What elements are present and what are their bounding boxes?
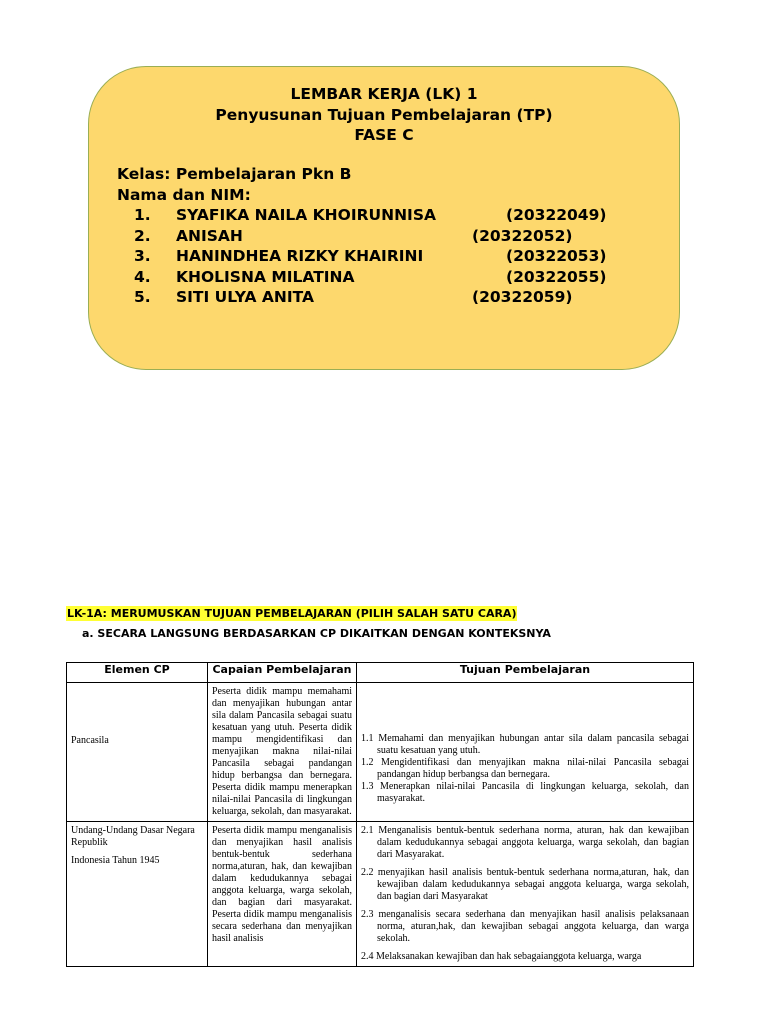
member-item (117, 246, 677, 267)
member-nim: (20322052) (472, 226, 573, 245)
table-header-row (67, 663, 694, 683)
elemen-cell (67, 822, 208, 967)
elemen-text-line2: Indonesia Tahun 1945 (71, 855, 160, 866)
elemen-cell (67, 683, 208, 822)
member-number: 2. (134, 226, 151, 245)
capaian-cell (208, 683, 357, 822)
table-row (67, 822, 694, 967)
member-number: 3. (134, 247, 151, 265)
member-name: SYAFIKA NAILA KHOIRUNNISA (176, 206, 436, 224)
title-block (89, 84, 679, 146)
worksheet-subtitle: Penyusunan Tujuan Pembelajaran (TP) (215, 105, 553, 124)
class-info (117, 164, 351, 205)
member-nim: (20322049) (506, 206, 607, 224)
tujuan-item: 1.3 Menerapkan nilai-nilai Pancasila di lingkungan keluarga, sekolah, dan masyarakat. (361, 781, 689, 804)
member-nim: (20322059) (472, 288, 573, 306)
member-number: 5. (134, 288, 151, 306)
member-nim: (20322053) (506, 247, 607, 265)
member-number: 4. (134, 267, 151, 286)
tujuan-cell (357, 683, 694, 822)
member-name: ANISAH (176, 226, 243, 245)
section-subheading: a. SECARA LANGSUNG BERDASARKAN CP DIKAITKAN DENGAN KONTEKSNYA (82, 627, 551, 640)
elemen-text: Pancasila (71, 735, 109, 746)
section-heading: LK-1A: MERUMUSKAN TUJUAN PEMBELAJARAN (PILIH SALAH SATU CARA) (67, 607, 517, 620)
phase-label: FASE C (354, 126, 414, 144)
members-label: Nama dan NIM: (117, 185, 251, 204)
header-elemen-cp: Elemen CP (67, 663, 208, 683)
tujuan-item: 1.2 Mengidentifikasi dan menyajikan makna nilai-nilai Pancasila sebagai pandangan hidup berbangsa dan bernegara. (361, 757, 689, 780)
learning-goals-table (66, 662, 694, 967)
header-tujuan: Tujuan Pembelajaran (357, 663, 694, 683)
member-name: HANINDHEA RIZKY KHAIRINI (176, 247, 424, 265)
member-item (117, 267, 677, 288)
tujuan-item: 2.3 menganalisis secara sederhana dan menyajikan hasil analisis pelaksanaan norma, aturan,hak, dan kewajiban sebagai anggota keluarga, dan warga sekolah. (361, 909, 689, 944)
worksheet-title: LEMBAR KERJA (LK) 1 (290, 85, 478, 103)
capaian-cell (208, 822, 357, 967)
member-list (117, 205, 677, 308)
tujuan-item: 2.1 Menganalisis bentuk-bentuk sederhana norma, aturan, hak dan kewajiban dalam kedudukannya sebagai anggota keluarga, warga sekolah, dan bagian dari Masyarakat. (361, 825, 689, 860)
tujuan-item: 2.2 menyajikan hasil analisis bentuk-bentuk sederhana norma,aturan, hak, dan kewajiban dalam kedudukannya sebagai anggota keluarga, warga sekolah, dan bagian dari Masyarakat (361, 867, 689, 902)
tujuan-item: 2.4 Melaksanakan kewajiban dan hak sebagaianggota keluarga, warga (361, 951, 642, 962)
member-item (117, 226, 677, 247)
class-label: Kelas: Pembelajaran Pkn B (117, 165, 352, 183)
elemen-text: Undang-Undang Dasar Negara Republik (71, 825, 195, 848)
member-number: 1. (134, 206, 151, 224)
member-nim: (20322055) (506, 267, 607, 286)
member-name: KHOLISNA MILATINA (176, 267, 355, 286)
tujuan-cell (357, 822, 694, 967)
capaian-text: Peserta didik mampu menganalisis dan menyajikan hasil analisis bentuk-bentuk sederhana norma,aturan, hak, dan kewajiban dalam kedudukannya sebagai anggota keluarga, warga sekolah, dan bagian dari masyarakat. Peserta didik mampu menganalisis secara sederhana dan menyajikan hasil analisis (212, 825, 352, 944)
member-name: SITI ULYA ANITA (176, 288, 314, 306)
member-item (117, 287, 677, 308)
member-item (117, 205, 677, 226)
header-capaian: Capaian Pembelajaran (208, 663, 357, 683)
title-card (88, 66, 680, 370)
table-row (67, 683, 694, 822)
capaian-text: Peserta didik mampu memahami dan menyajikan hubungan antar sila dalam Pancasila sebagai suatu kesatuan yang utuh. Peserta didik mampu mengidentifikasi dan menyajikan makna nilai-nilai Pancasila sebagai pandangan hidup berbangsa dan bernegara. Peserta didik mampu menerapkan nilai-nilai Pancasila di lingkungan keluarga, sekolah, dan masyarakat. (212, 686, 352, 817)
tujuan-item: 1.1 Memahami dan menyajikan hubungan antar sila dalam pancasila sebagai suatu kesatuan yang utuh. (361, 733, 689, 756)
